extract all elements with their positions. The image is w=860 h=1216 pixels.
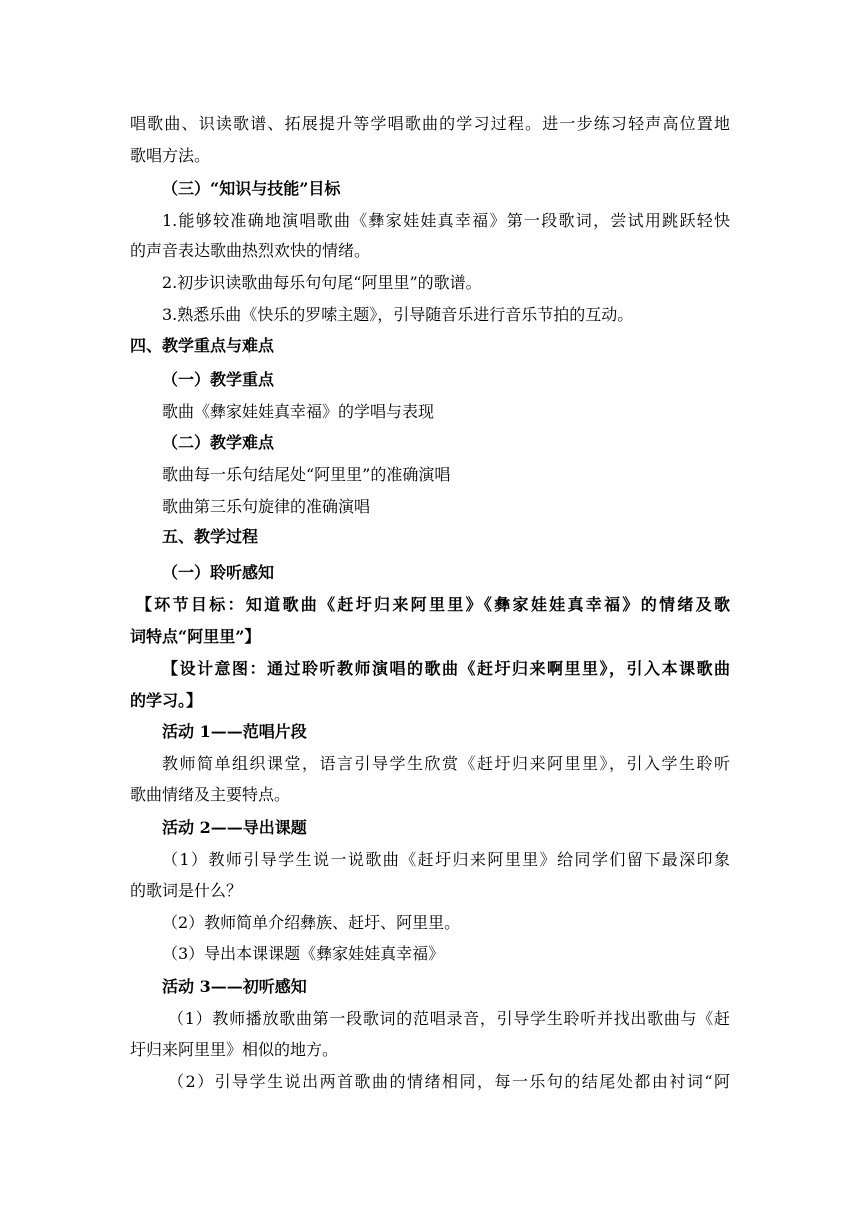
section-heading: 五、教学过程	[162, 527, 259, 546]
activity-heading: 活动 3——初听感知	[162, 977, 307, 996]
design-note-line: 的学习。】	[130, 691, 203, 710]
paragraph-line: 圩归来阿里里》相似的地方。	[130, 1040, 339, 1059]
section-heading: 四、教学重点与难点	[130, 336, 275, 355]
paragraph-line: 1.能够较准确地演唱歌曲《彝家娃娃真幸福》第一段歌词，尝试用跳跃轻快	[162, 211, 730, 230]
activity-heading: 活动 2——导出课题	[162, 818, 307, 837]
paragraph-line: （2）教师简单介绍彝族、赶圩、阿里里。	[162, 913, 461, 932]
section-heading: （三）“知识与技能”目标	[162, 179, 341, 198]
paragraph-line: 唱歌曲、识读歌谱、拓展提升等学唱歌曲的学习过程。进一步练习轻声高位置地	[130, 114, 730, 133]
paragraph-line: （1）教师引导学生说一说歌曲《赶圩归来阿里里》给同学们留下最深印象	[162, 850, 730, 869]
paragraph-line: （2）引导学生说出两首歌曲的情绪相同，每一乐句的结尾处都由衬词“阿	[168, 1072, 730, 1091]
goal-note-line: 词特点“阿里里”】	[130, 627, 261, 646]
paragraph-line: 歌唱方法。	[130, 146, 211, 165]
paragraph-line: 2.初步识读歌曲每乐句句尾“阿里里”的歌谱。	[162, 273, 482, 292]
subsection-heading: （二）教学难点	[162, 433, 275, 452]
paragraph-line: 的歌词是什么？	[130, 881, 243, 900]
paragraph-line: 教师简单组织课堂，语言引导学生欣赏《赶圩归来阿里里》，引入学生聆听	[162, 754, 730, 773]
design-note-line: 【设计意图：通过聆听教师演唱的歌曲《赶圩归来啊里里》，引入本课歌曲	[162, 659, 730, 678]
paragraph-line: 歌曲第三乐句旋律的准确演唱	[162, 497, 371, 516]
goal-note-line: 【环节目标：知道歌曲《赶圩归来阿里里》《彝家娃娃真幸福》的情绪及歌	[136, 595, 730, 614]
paragraph-line: 歌曲情绪及主要特点。	[130, 785, 291, 804]
paragraph-line: （1）教师播放歌曲第一段歌词的范唱录音，引导学生聆听并找出歌曲与《赶	[168, 1009, 730, 1028]
paragraph-line: 歌曲《彝家娃娃真幸福》的学唱与表现	[162, 402, 435, 421]
subsection-heading: （一）教学重点	[162, 370, 275, 389]
activity-heading: 活动 1——范唱片段	[162, 722, 307, 741]
paragraph-line: 歌曲每一乐句结尾处“阿里里”的准确演唱	[162, 465, 451, 484]
paragraph-line: （3）导出本课课题《彝家娃娃真幸福》	[162, 944, 445, 963]
paragraph-line: 3.熟悉乐曲《快乐的罗嗦主题》，引导随音乐进行音乐节拍的互动。	[162, 305, 634, 324]
subsection-heading: （一）聆听感知	[162, 563, 275, 582]
paragraph-line: 的声音表达歌曲热烈欢快的情绪。	[130, 241, 371, 260]
